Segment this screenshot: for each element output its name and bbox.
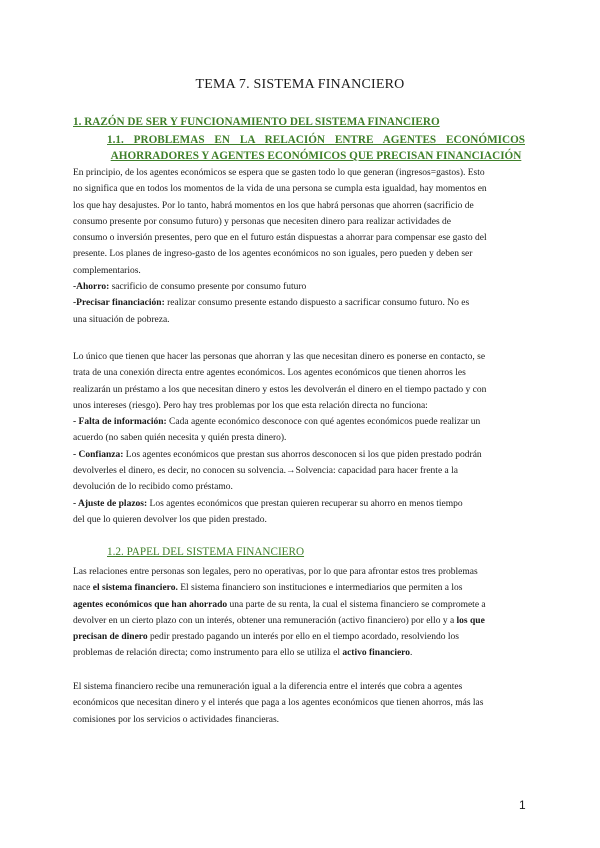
term-los-que: los que (456, 615, 485, 626)
text-line: En principio, de los agentes económicos se espera que se gasten todo lo que generan (ingresos=gastos). Esto (73, 168, 485, 178)
paragraph-principio (73, 165, 527, 328)
problem-ajuste-plazos: - Ajuste de plazos: Los agentes económicos que prestan quieren recuperar su ahorro en menos tiempo (73, 498, 463, 509)
text-line: acuerdo (no saben quién necesita y quién presta dinero). (73, 433, 287, 444)
term-ahorro: -Ahorro: (73, 282, 110, 293)
text-line: devolverles el dinero, es decir, no conocen su solvencia.→Solvencia: capacidad para hacer frente a la (73, 466, 458, 477)
text-line: Lo único que tienen que hacer las personas que ahorran y las que necesitan dinero es ponerse en contacto, se (73, 352, 486, 362)
text-line: devolver en un cierto plazo con un interés, obtener una remuneración (activo financiero) por ello y a los que (73, 615, 485, 626)
text-line: unos intereses (riesgo). Pero hay tres problemas por los que esta relación directa no funciona: (73, 400, 428, 411)
term-falta: - Falta de información: (73, 417, 167, 428)
term-activo-financiero: activo financiero (342, 648, 410, 659)
text-line: problemas de relación directa; como instrumento para ello se utiliza el activo financiero. (73, 648, 413, 659)
term-ajuste: - Ajuste de plazos: (73, 498, 148, 509)
page-title: TEMA 7. SISTEMA FINANCIERO (195, 77, 405, 92)
subsection-heading-1-1: 1.1. PROBLEMAS EN LA RELACIÓN ENTRE AGENTES ECONÓMICOS AHORRADORES Y AGENTES ECONÓMICOS QUE PRECISAN FINANCIACIÓN (107, 134, 525, 162)
paragraph-conexion (73, 349, 527, 528)
term-precisar: -Precisar financiación: (73, 298, 165, 309)
text-line: comisiones por los servicios o actividades financieras. (73, 714, 280, 725)
text-line: devolución de lo recibido como préstamo. (73, 482, 233, 493)
text-line: no significa que en todos los momentos de la vida de una persona se cumpla esta igualdad, hay momentos en (73, 184, 487, 195)
section-heading-1: 1. RAZÓN DE SER Y FUNCIONAMIENTO DEL SISTEMA FINANCIERO (73, 116, 440, 128)
paragraph-remuneracion (73, 679, 527, 728)
definition-ahorro: -Ahorro: sacrificio de consumo presente por consumo futuro (73, 282, 307, 293)
text-line: complementarios. (73, 265, 141, 276)
text-line: los que hay desajustes. Por lo tanto, habrá momentos en los que habrá personas que ahorren (sacrificio de (73, 200, 474, 211)
text-line: El sistema financiero recibe una remuneración igual a la diferencia entre el interés que cobra a agentes (73, 682, 463, 692)
term-precisan-dinero: precisan de dinero (73, 632, 148, 643)
text-line: nace el sistema financiero. El sistema financiero son instituciones e intermediarios que permiten a los (73, 583, 463, 594)
paragraph-papel-sistema (73, 564, 527, 662)
term-sistema-financiero: el sistema financiero. (92, 583, 178, 594)
problem-falta-informacion: - Falta de información: Cada agente económico desconoce con qué agentes económicos puede realizar un (73, 417, 481, 428)
text-line: realizarán un préstamo a los que necesitan dinero y estos les devolverán el dinero en el tiempo pactado y con (73, 384, 487, 395)
text-line: agentes económicos que han ahorrado una parte de su renta, la cual el sistema financiero se compromete a (73, 599, 486, 610)
text-line: económicos que necesitan dinero y el interés que paga a los agentes económicos que tienen ahorros, más las (73, 698, 484, 709)
text-line: trata de una conexión directa entre agentes económicos. Los agentes económicos que tienen ahorros les (73, 368, 466, 379)
text-line: una situación de pobreza. (73, 314, 170, 325)
text-line: del que lo quieren devolver los que piden prestado. (73, 514, 267, 525)
definition-precisar: -Precisar financiación: realizar consumo presente estando dispuesto a sacrificar consumo futuro. No es (73, 298, 470, 309)
text-line: presente. Los planes de ingreso-gasto de los agentes económicos no son iguales, pero pueden y deben ser (73, 249, 473, 260)
subsection-heading-1-2: 1.2. PAPEL DEL SISTEMA FINANCIERO (107, 546, 305, 558)
term-confianza: - Confianza: (73, 449, 124, 460)
text-line: Las relaciones entre personas son legales, pero no operativas, por lo que para afrontar estos tres problemas (73, 567, 478, 577)
term-agentes-ahorrado: agentes económicos que han ahorrado (73, 599, 228, 610)
text-line: consumo o inversión presentes, pero que en el futuro están dispuestas a ahorrar para compensar ese gasto del (73, 233, 487, 244)
text-line: precisan de dinero pedir prestado pagando un interés por ello en el tiempo acordado, resolviendo los (73, 632, 459, 643)
text-line: consumo presente por consumo futuro) y personas que necesiten dinero para realizar actividades de (73, 216, 452, 227)
page-number: 1 (519, 798, 526, 812)
problem-confianza: - Confianza: Los agentes económicos que prestan sus ahorros desconocen si los que piden prestado podrán (73, 449, 482, 460)
